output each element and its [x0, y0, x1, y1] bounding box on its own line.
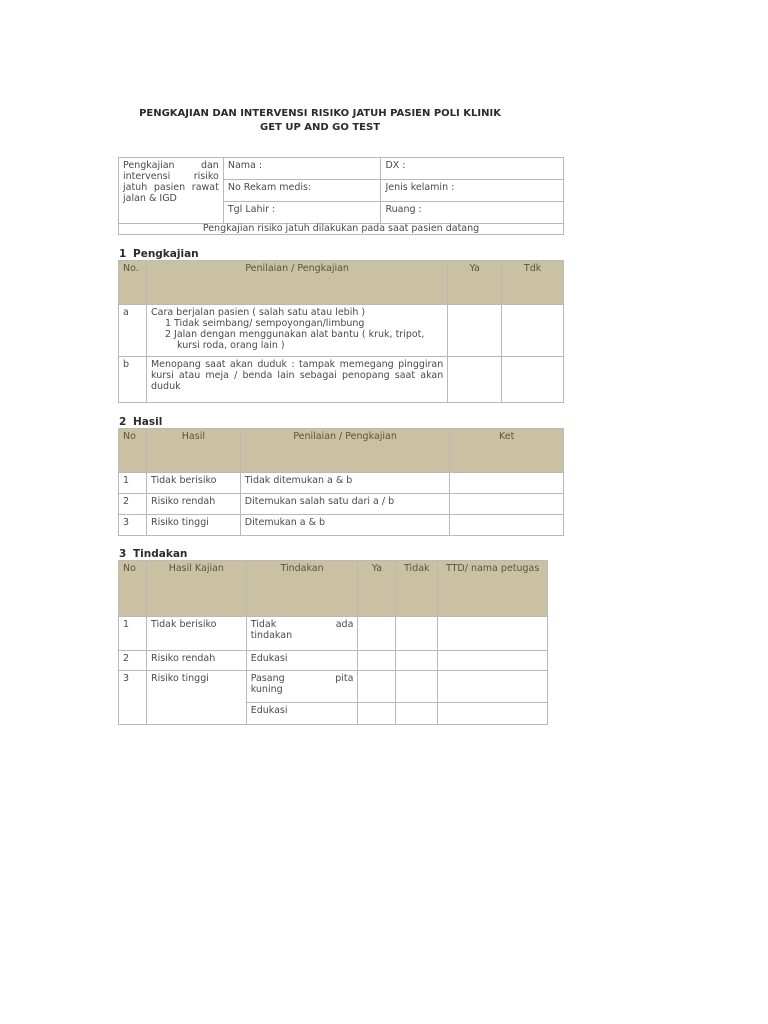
hasil-col-hasil: Hasil: [146, 429, 240, 473]
ket-cell[interactable]: [450, 494, 564, 515]
section1-number: 1: [119, 248, 127, 260]
hasil-kajian-value: Tidak berisiko: [146, 617, 246, 651]
tgl-lahir-field[interactable]: Tgl Lahir :: [223, 202, 381, 224]
hasil-kajian-value: Risiko tinggi: [146, 671, 246, 725]
tindakan-word: Pasang: [250, 673, 285, 684]
tindakan-col-tidak: Tidak: [396, 561, 438, 617]
row-b-criteria: Menopang saat akan duduk : tampak memegang pinggiran kursi atau meja / benda lain sebagai penopang saat akan duduk: [146, 357, 447, 403]
row-a-item2-cont: kursi roda, orang lain ): [176, 340, 285, 351]
ya-cell[interactable]: [358, 703, 396, 725]
row-a-item2: 2 Jalan dengan menggunakan alat bantu ( kruk, tripot,: [164, 329, 425, 340]
no-rekam-field[interactable]: No Rekam medis:: [223, 180, 381, 202]
jenis-kelamin-field[interactable]: Jenis kelamin :: [381, 180, 564, 202]
table-row: 3: [119, 671, 147, 725]
tidak-cell[interactable]: [396, 617, 438, 651]
tindakan-col-tindakan: Tindakan: [246, 561, 358, 617]
section3-number: 3: [119, 548, 127, 560]
dx-field[interactable]: DX :: [381, 158, 564, 180]
penilaian-value: Tidak ditemukan a & b: [240, 473, 449, 494]
tindakan-value: [246, 671, 358, 703]
result-table: [118, 428, 564, 536]
hasil-value: Risiko rendah: [146, 494, 240, 515]
row-a-criteria: [146, 305, 447, 357]
section2-number: 2: [119, 416, 127, 428]
ruang-field[interactable]: Ruang :: [381, 202, 564, 224]
section2-heading: [119, 416, 162, 428]
ya-cell[interactable]: [358, 651, 396, 671]
document-title: PENGKAJIAN DAN INTERVENSI RISIKO JATUH PASIEN POLI KLINIK: [139, 108, 501, 119]
table-row: 2: [119, 494, 147, 515]
table-row: 3: [119, 515, 147, 536]
document-subtitle: GET UP AND GO TEST: [259, 122, 381, 133]
row-a-item1: 1 Tidak seimbang/ sempoyongan/limbung: [164, 318, 365, 329]
ttd-cell[interactable]: [438, 671, 548, 703]
hasil-value: Tidak berisiko: [146, 473, 240, 494]
row-a-no: a: [119, 305, 147, 357]
hasil-col-no: No: [119, 429, 147, 473]
action-table: [118, 560, 548, 725]
tindakan-col-hasil: Hasil Kajian: [146, 561, 246, 617]
tindakan-value: [246, 617, 358, 651]
tindakan-col-ttd: TTD/ nama petugas: [438, 561, 548, 617]
row-a-ya-cell[interactable]: [448, 305, 502, 357]
col-header-tdk: Tdk: [502, 261, 564, 305]
section1-heading: [119, 248, 199, 260]
nama-field[interactable]: Nama :: [223, 158, 381, 180]
ya-cell[interactable]: [358, 671, 396, 703]
col-header-ya: Ya: [448, 261, 502, 305]
row-b-ya-cell[interactable]: [448, 357, 502, 403]
ket-cell[interactable]: [450, 473, 564, 494]
table-row: 1: [119, 617, 147, 651]
tidak-cell[interactable]: [396, 703, 438, 725]
assessment-note: Pengkajian risiko jatuh dilakukan pada saat pasien datang: [119, 224, 564, 235]
section3-heading: [119, 548, 187, 560]
hasil-kajian-value: Risiko rendah: [146, 651, 246, 671]
hasil-value: Risiko tinggi: [146, 515, 240, 536]
tindakan-word: Tidak: [250, 619, 277, 630]
assessment-label: Pengkajian dan intervensi risiko jatuh pasien rawat jalan & IGD: [119, 158, 224, 224]
tindakan-word: kuning: [250, 684, 283, 695]
section2-title: Hasil: [133, 416, 163, 428]
table-row: 2: [119, 651, 147, 671]
tindakan-col-no: No: [119, 561, 147, 617]
penilaian-value: Ditemukan salah satu dari a / b: [240, 494, 449, 515]
ket-cell[interactable]: [450, 515, 564, 536]
hasil-col-ket: Ket: [450, 429, 564, 473]
ttd-cell[interactable]: [438, 651, 548, 671]
hasil-col-penilaian: Penilaian / Pengkajian: [240, 429, 449, 473]
tindakan-word: pita: [335, 673, 354, 684]
section3-title: Tindakan: [133, 548, 188, 560]
patient-header-table: [118, 157, 564, 235]
section1-title: Pengkajian: [133, 248, 199, 260]
tindakan-word: ada: [335, 619, 354, 630]
col-header-no: No.: [119, 261, 147, 305]
assessment-table: [118, 260, 564, 403]
tindakan-value: Edukasi: [246, 651, 358, 671]
ttd-cell[interactable]: [438, 703, 548, 725]
penilaian-value: Ditemukan a & b: [240, 515, 449, 536]
row-a-tdk-cell[interactable]: [502, 305, 564, 357]
row-b-tdk-cell[interactable]: [502, 357, 564, 403]
row-a-intro: Cara berjalan pasien ( salah satu atau lebih ): [150, 307, 366, 318]
tindakan-col-ya: Ya: [358, 561, 396, 617]
tidak-cell[interactable]: [396, 651, 438, 671]
tindakan-word: tindakan: [250, 630, 293, 641]
ttd-cell[interactable]: [438, 617, 548, 651]
ya-cell[interactable]: [358, 617, 396, 651]
table-row: 1: [119, 473, 147, 494]
col-header-penilaian: Penilaian / Pengkajian: [146, 261, 447, 305]
tidak-cell[interactable]: [396, 671, 438, 703]
row-b-no: b: [119, 357, 147, 403]
tindakan-value: Edukasi: [246, 703, 358, 725]
